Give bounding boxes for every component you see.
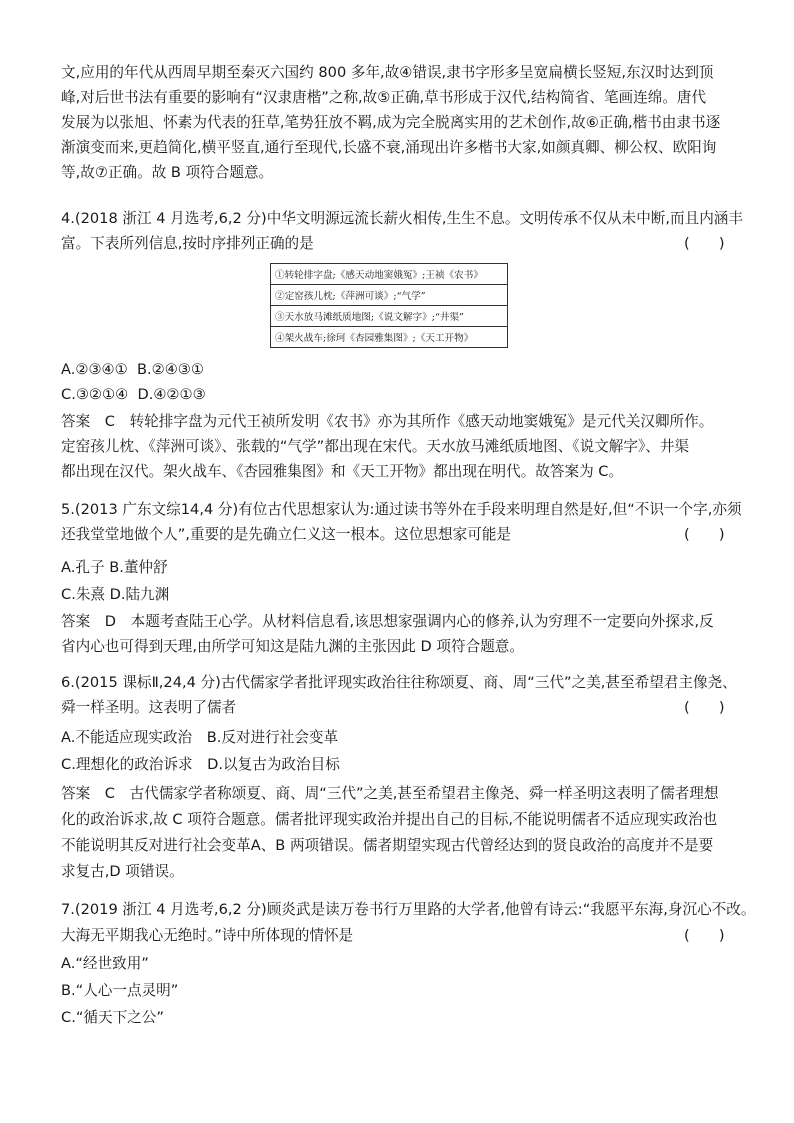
answer-line: 答案 C 转轮排字盘为元代王祯所发明《农书》亦为其所作《感天动地窦娥冤》是元代关汉卿所作。 — [61, 413, 714, 430]
question-4-stem: 富。下表所列信息,按时序排列正确的是 — [61, 235, 314, 252]
text-line: 等,故⑦正确。故 B 项符合题意。 — [61, 164, 274, 181]
options-row: C.理想化的政治诉求 D.以复古为政治目标 — [61, 756, 340, 773]
answer-line: 化的政治诉求,故 C 项符合题意。儒者批评现实政治并提出自己的目标,不能说明儒者不适应现实政治也 — [61, 811, 718, 828]
answer-line: 都出现在汉代。架火战车、《杏园雅集图》和《天工开物》都出现在明代。故答案为 C。 — [61, 463, 624, 480]
answer-line: 求复古,D 项错误。 — [61, 863, 184, 880]
question-6-stem: 舜一样圣明。这表明了儒者 — [61, 699, 237, 716]
options-row — [61, 383, 206, 407]
option-b: B.“人心一点灵明” — [61, 982, 179, 999]
option-c: C.③②①④ — [61, 386, 129, 403]
table-cell: ④架火战车;徐珂《杏园雅集图》;《天工开物》 — [271, 327, 508, 348]
question-5-stem: 5.(2013 广东文综14,4 分)有位古代思想家认为:通过读书等外在手段来明理自然是好,但“不识一个字,亦须 — [61, 501, 742, 518]
answer-line: 不能说明其反对进行社会变革A、B 两项错误。儒者期望实现古代曾经达到的贤良政治的高度并不是要 — [61, 837, 714, 854]
text-line: 峰,对后世书法有重要的影响有“汉隶唐楷”之称,故⑤正确,草书形成于汉代,结构简省、笔画连绵。唐代 — [61, 89, 707, 106]
text-line: 发展为以张旭、怀素为代表的狂草,笔势狂放不羁,成为完全脱离实用的艺术创作,故⑥正确,楷书由隶书逐 — [61, 114, 721, 131]
table-cell: ②定窑孩儿枕;《萍洲可谈》;“气学” — [271, 285, 508, 306]
answer-line: 答案 C 古代儒家学者称颂夏、商、周“三代”之美,甚至希望君主像尧、舜一样圣明这表明了儒者理想 — [61, 785, 719, 802]
question-4-stem: 4.(2018 浙江 4 月选考,6,2 分)中华文明源远流长薪火相传,生生不息。文明传承不仅从未中断,而且内涵丰 — [61, 210, 743, 227]
option-d: D.④②①③ — [137, 386, 206, 403]
text-line: 渐演变而来,更趋简化,横平竖直,通行至现代,长盛不衰,涌现出许多楷书大家,如颜真卿、柳公权、欧阳询 — [61, 139, 717, 156]
table-cell: ①转轮排字盘;《感天动地窦娥冤》;王祯《农书》 — [271, 264, 508, 285]
option-b: B.②④③① — [136, 361, 204, 378]
question-7-stem: 7.(2019 浙江 4 月选考,6,2 分)顾炎武是读万卷书行万里路的大学者,他曾有诗云:“我愿平东海,身沉心不改。 — [61, 901, 756, 918]
answer-blank: ( ) — [684, 235, 725, 252]
option-a: A.②③④① — [61, 361, 128, 378]
answer-blank: ( ) — [684, 927, 725, 944]
answer-blank: ( ) — [684, 699, 725, 716]
question-5-stem: 还我堂堂地做个人”,重要的是先确立仁义这一根本。这位思想家可能是 — [61, 526, 512, 543]
answer-blank: ( ) — [684, 526, 725, 543]
option-a: A.“经世致用” — [61, 955, 149, 972]
question-6-stem: 6.(2015 课标Ⅱ,24,4 分)古代儒家学者批评现实政治往往称颂夏、商、周“三代”之美,甚至希望君主像尧、 — [61, 674, 737, 691]
options-row: A.不能适应现实政治 B.反对进行社会变革 — [61, 729, 339, 746]
answer-line: 定窑孩儿枕、《萍洲可谈》、张载的“气学”都出现在宋代。天水放马滩纸质地图、《说文解字》、井渠 — [61, 438, 690, 455]
options-row: A.孔子 B.董仲舒 — [61, 559, 168, 576]
options-row — [61, 358, 204, 382]
options-row: C.朱熹 D.陆九渊 — [61, 586, 170, 603]
answer-line: 答案 D 本题考查陆王心学。从材料信息看,该思想家强调内心的修养,认为穷理不一定要向外探求,反 — [61, 613, 714, 630]
question-7-stem: 大海无平期我心无绝时。”诗中所体现的情怀是 — [61, 927, 354, 944]
text-line: 文,应用的年代从西周早期至秦灭六国约 800 多年,故④错误,隶书字形多呈宽扁横长竖短,东汉时达到顶 — [61, 64, 714, 81]
info-table — [270, 263, 508, 348]
table-cell: ③天水放马滩纸质地图;《说文解字》;“井渠” — [271, 306, 508, 327]
answer-line: 省内心也可得到天理,由所学可知这是陆九渊的主张因此 D 项符合题意。 — [61, 638, 524, 655]
option-c: C.“循天下之公” — [61, 1009, 164, 1026]
